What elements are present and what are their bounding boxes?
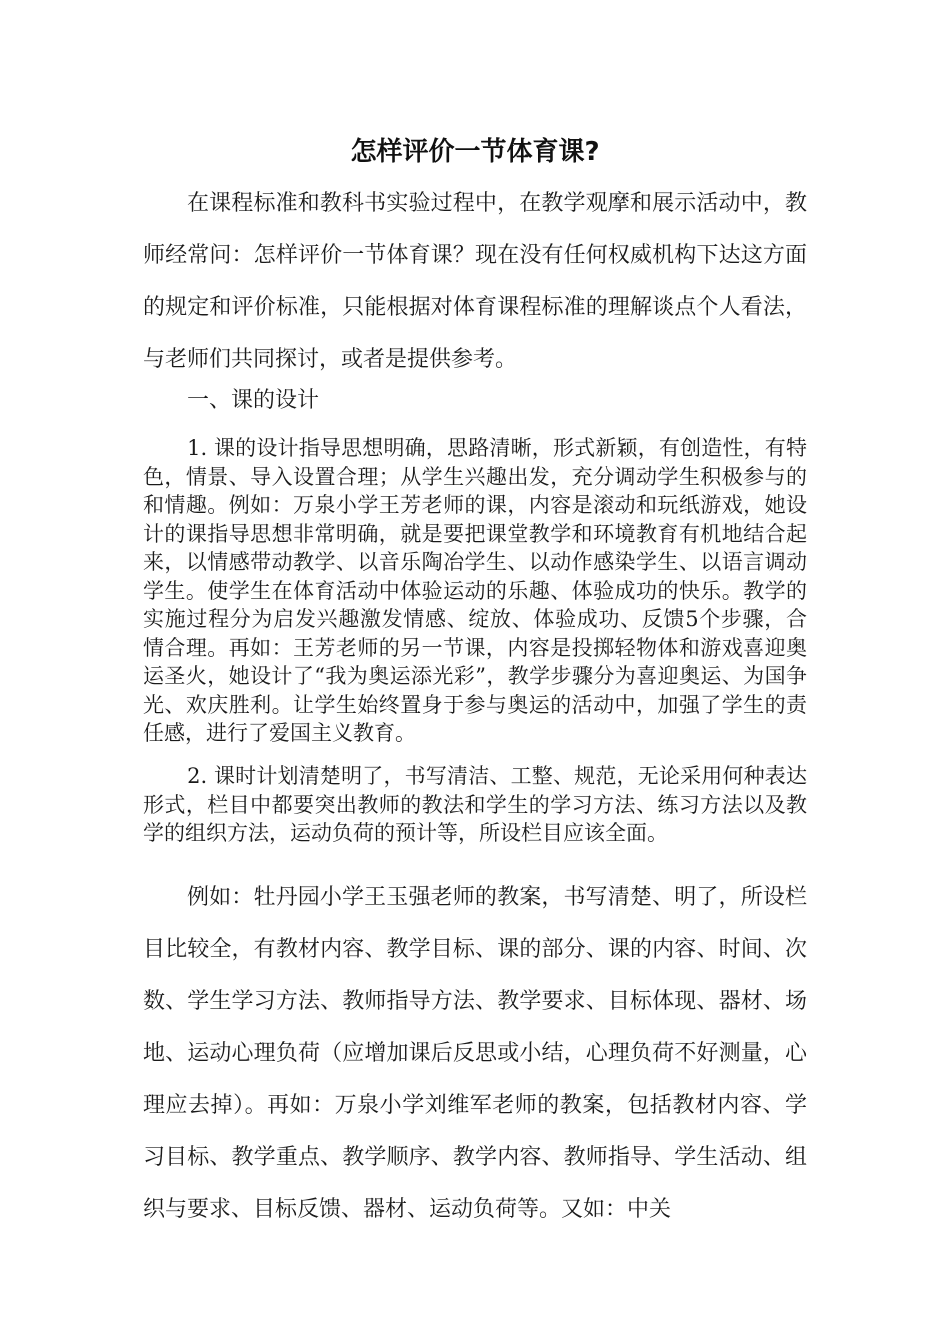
- design-item-2-paragraph: 2. 课时计划清楚明了，书写清洁、工整、规范，无论采用何种表达形式，栏目中都要突出教师的教法和学生的学习方法、练习方法以及教学的组织方法，运动负荷的预计等，所设栏目应该全面。: [143, 764, 807, 845]
- lesson-plan-example-paragraph: 例如：牡丹园小学王玉强老师的教案，书写清楚、明了，所设栏目比较全，有教材内容、教学目标、课的部分、课的内容、时间、次数、学生学习方法、教师指导方法、教学要求、目标体现、器材、场地、运动心理负荷（应增加课后反思或小结，心理负荷不好测量，心理应去掉）。再如：万泉小学刘维军老师的教案，包括教材内容、学习目标、教学重点、教学顺序、教学内容、教师指导、学生活动、组织与要求、目标反馈、器材、运动负荷等。又如：中关: [143, 885, 807, 1222]
- document-title: 怎样评价一节体育课?: [350, 137, 600, 167]
- intro-paragraph: 在课程标准和教科书实验过程中，在教学观摩和展示活动中，教师经常问：怎样评价一节体育课？现在没有任何权威机构下达这方面的规定和评价标准，只能根据对体育课程标准的理解谈点个人看法，与老师们共同探讨，或者是提供参考。: [143, 191, 807, 372]
- section-heading-design: 一、课的设计: [187, 388, 320, 413]
- design-item-1-paragraph: 1. 课的设计指导思想明确，思路清晰，形式新颖，有创造性，有特色，情景、导入设置合理；从学生兴趣出发，充分调动学生积极参与的和情趣。例如：万泉小学王芳老师的课，内容是滚动和玩纸游戏，她设计的课指导思想非常明确，就是要把课堂教学和环境教育有机地结合起来，以情感带动教学、以音乐陶冶学生、以动作感染学生、以语言调动学生。使学生在体育活动中体验运动的乐趣、体验成功的快乐。教学的实施过程分为启发兴趣激发情感、绽放、体验成功、反馈5个步骤，合情合理。再如：王芳老师的另一节课，内容是投掷轻物体和游戏喜迎奥运圣火，她设计了“我为奥运添光彩”，教学步骤分为喜迎奥运、为国争光、欢庆胜利。让学生始终置身于参与奥运的活动中，加强了学生的责任感，进行了爱国主义教育。: [143, 436, 807, 745]
